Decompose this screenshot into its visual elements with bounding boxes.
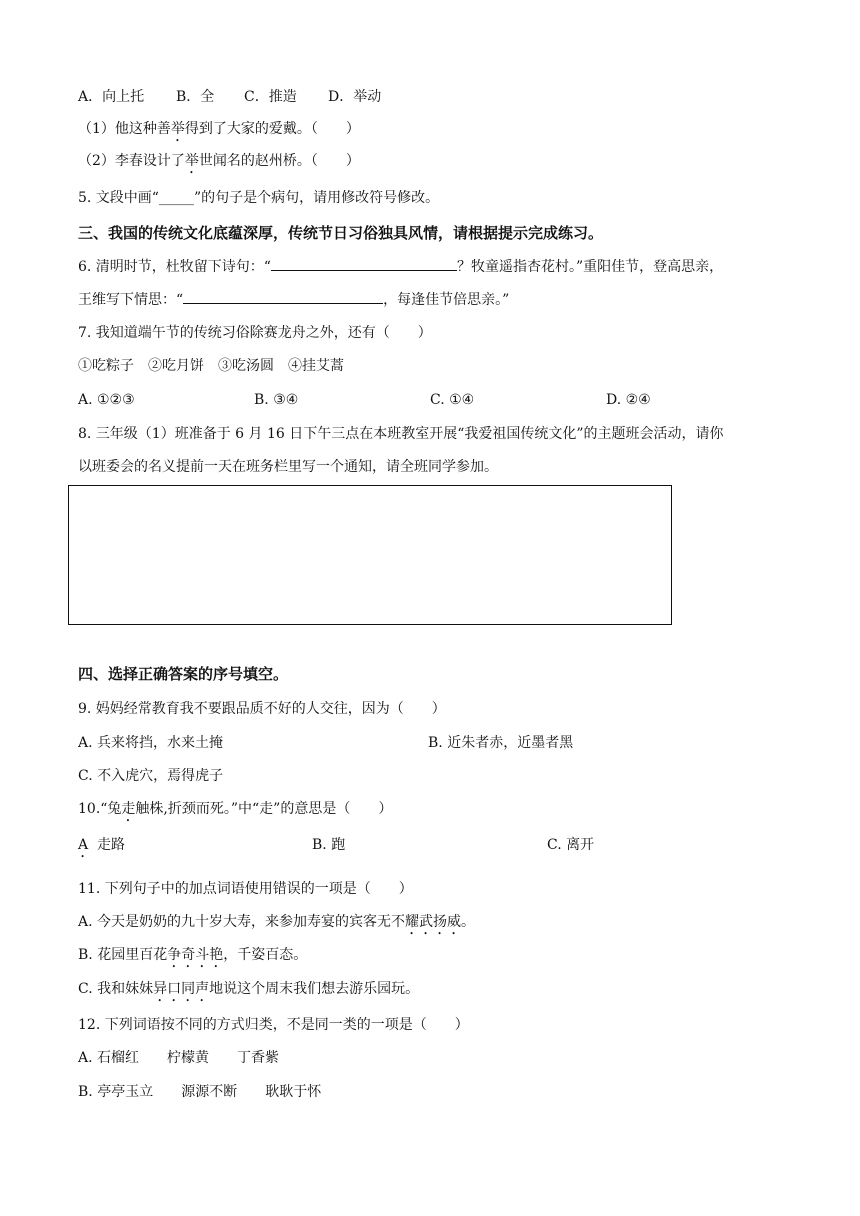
q9-option-a: A. 兵来将挡，水来土掩	[78, 735, 224, 751]
notice-answer-box[interactable]	[68, 485, 672, 625]
q9-option-c: C. 不入虎穴，焉得虎子	[78, 768, 224, 784]
q9-option-b: B. 近朱者赤，近墨者黑	[428, 735, 574, 751]
q12-option-b: B. 亭亭玉立 源源不断 耿耿于怀	[78, 1084, 322, 1100]
q6-line-2: 王维写下情思：“ ，每逢佳节倍思亲。”	[78, 289, 509, 310]
dotted-char: 举	[170, 121, 185, 137]
q11-option-a: A. 今天是奶奶的九十岁大寿，来参加寿宴的宾客无不耀武扬威。	[78, 914, 476, 930]
q10-option-a: A 走路	[78, 837, 126, 853]
dotted-char: A	[78, 837, 89, 853]
q10-option-b: B. 跑	[312, 837, 346, 853]
dotted-char: 举	[184, 153, 199, 169]
q11-option-b: B. 花园里百花争奇斗艳，千姿百态。	[78, 947, 308, 963]
dotted-word: 异口同声	[153, 981, 210, 997]
q4-option-d: D．举动	[328, 89, 382, 105]
q8-line-1: 8. 三年级（1）班准备于 6 月 16 日下午三点在本班教室开展“我爱祖国传统文化”的主题班会活动，请你	[78, 426, 724, 442]
q10-option-c: C. 离开	[547, 837, 595, 853]
q6-line-1: 6. 清明时节，杜牧留下诗句：“ ？牧童遥指杏花村。”重阳佳节，登高思亲，	[78, 256, 723, 277]
q12-option-a: A. 石榴红 柠檬黄 丁香紫	[78, 1050, 280, 1066]
q7-option-d: D. ②④	[606, 392, 651, 408]
q4-option-a: A．向上托	[78, 89, 145, 105]
dotted-word: 耀武扬威	[405, 914, 462, 930]
dotted-word: 争奇斗艳	[167, 947, 224, 963]
q4-sentence-1: （1）他这种善举得到了大家的爱戴。（ ）	[78, 121, 360, 137]
q7-items: ①吃粽子 ②吃月饼 ③吃汤圆 ④挂艾蒿	[78, 358, 344, 374]
q6-blank-1[interactable]	[271, 256, 457, 271]
q7-option-c: C. ①④	[430, 392, 475, 408]
section-3-heading: 三、我国的传统文化底蕴深厚，传统节日习俗独具风情，请根据提示完成练习。	[78, 224, 604, 242]
q5-text: 5. 文段中画“_____”的句子是个病句，请用修改符号修改。	[78, 190, 440, 206]
q4-option-c: C．推造	[244, 89, 297, 105]
q6-blank-2[interactable]	[183, 289, 383, 304]
q12-stem: 12. 下列词语按不同的方式归类，不是同一类的一项是（ ）	[78, 1017, 469, 1033]
q7-stem: 7. 我知道端午节的传统习俗除赛龙舟之外，还有（ ）	[78, 325, 432, 341]
q11-stem: 11. 下列句子中的加点词语使用错误的一项是（ ）	[78, 881, 413, 897]
q9-stem: 9. 妈妈经常教育我不要跟品质不好的人交往，因为（ ）	[78, 701, 446, 717]
section-4-heading: 四、选择正确答案的序号填空。	[78, 665, 289, 683]
q11-option-c: C. 我和妹妹异口同声地说这个周末我们想去游乐园玩。	[78, 981, 420, 997]
q8-line-2: 以班委会的名义提前一天在班务栏里写一个通知，请全班同学参加。	[78, 459, 498, 475]
q4-option-b: B．全	[176, 89, 215, 105]
q4-sentence-2: （2）李春设计了举世闻名的赵州桥。（ ）	[78, 153, 360, 169]
q7-option-b: B. ③④	[254, 392, 299, 408]
q10-stem: 10.“兔走触株,折颈而死。”中“走”的意思是（ ）	[78, 801, 393, 817]
dotted-char: 走	[121, 801, 136, 817]
q7-option-a: A. ①②③	[78, 392, 135, 408]
